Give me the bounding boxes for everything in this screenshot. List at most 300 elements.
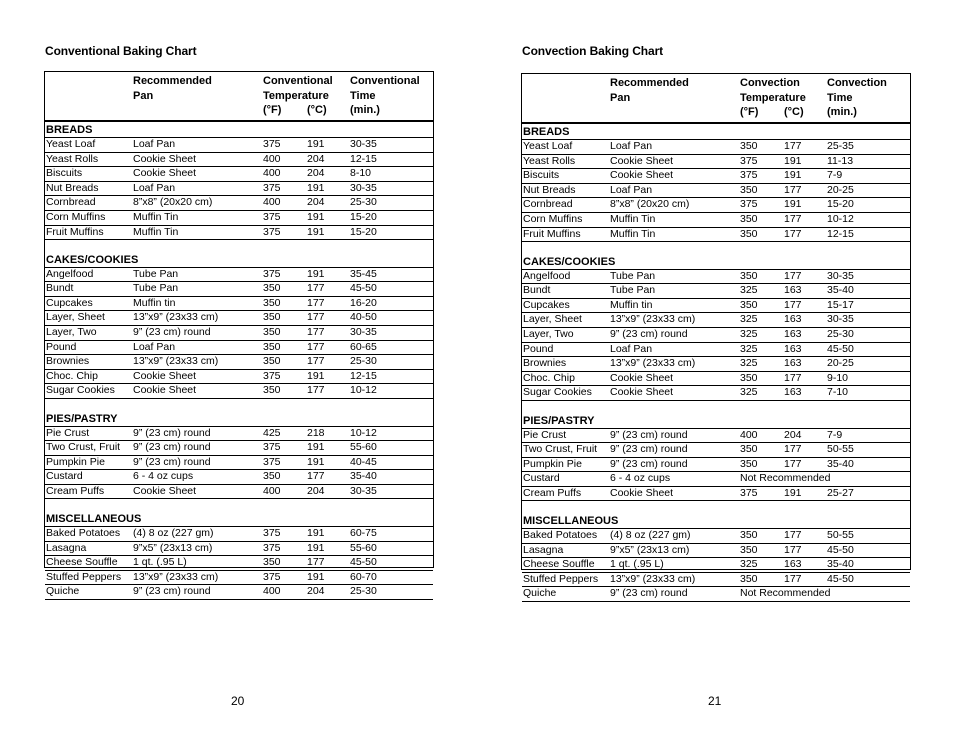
- table-row: [522, 313, 910, 328]
- temperature-f: 375: [263, 210, 281, 223]
- food-name: Two Crust, Fruit: [523, 443, 598, 456]
- food-name: Layer, Sheet: [523, 313, 582, 326]
- recommended-pan: 13”x9” (23x33 cm): [610, 357, 696, 370]
- food-name: Biscuits: [46, 167, 83, 180]
- food-name: Pumpkin Pie: [523, 457, 582, 470]
- recommended-pan: Muffin Tin: [610, 212, 656, 225]
- table-header: [522, 74, 910, 126]
- food-name: Nut Breads: [46, 181, 99, 194]
- temperature-c: 163: [784, 357, 802, 370]
- temperature-c: 204: [784, 428, 802, 441]
- recommended-pan: Cookie Sheet: [133, 167, 197, 180]
- temperature-f: 375: [740, 486, 758, 499]
- food-name: Quiche: [46, 585, 80, 598]
- header-pan-line1: Recommended: [133, 75, 212, 87]
- recommended-pan: Cookie Sheet: [610, 386, 674, 399]
- temperature-f: 325: [740, 328, 758, 341]
- table-row: [522, 140, 910, 155]
- temperature-c: 191: [307, 455, 325, 468]
- table-row: [45, 326, 433, 341]
- table-row: [522, 270, 910, 285]
- recommended-pan: Cookie Sheet: [610, 154, 674, 167]
- table-row: [522, 429, 910, 444]
- bake-time: 45-50: [350, 282, 377, 295]
- recommended-pan: 8”x8” (20x20 cm): [610, 198, 690, 211]
- temperature-c: 177: [307, 340, 325, 353]
- recommended-pan: Tube Pan: [133, 282, 179, 295]
- table-row: [45, 370, 433, 385]
- recommended-pan: 9” (23 cm) round: [133, 455, 211, 468]
- temperature-f: 375: [740, 169, 758, 182]
- bake-time: 40-50: [350, 311, 377, 324]
- food-name: Corn Muffins: [46, 210, 106, 223]
- food-name: Yeast Rolls: [46, 152, 99, 165]
- recommended-pan: Loaf Pan: [610, 342, 653, 355]
- temperature-c: 163: [784, 313, 802, 326]
- temperature-c: 191: [784, 198, 802, 211]
- bake-time: 60-65: [350, 340, 377, 353]
- header-divider: [45, 120, 433, 122]
- temperature-f: 350: [263, 311, 281, 324]
- section-title: MISCELLANEOUS: [522, 515, 910, 529]
- bake-time: 7-9: [827, 169, 843, 182]
- table-row: [45, 384, 433, 399]
- section-miscellaneous: [45, 513, 433, 600]
- table-row: [45, 556, 433, 571]
- table-row: [522, 184, 910, 199]
- temperature-c: 163: [784, 328, 802, 341]
- recommended-pan: Muffin Tin: [610, 227, 656, 240]
- bake-time: 25-30: [350, 355, 377, 368]
- food-name: Choc. Chip: [46, 369, 98, 382]
- section-title: CAKES/COOKIES: [522, 256, 910, 270]
- recommended-pan: Muffin Tin: [133, 210, 179, 223]
- table-row: [45, 182, 433, 197]
- recommended-pan: 13”x9” (23x33 cm): [133, 311, 219, 324]
- food-name: Two Crust, Fruit: [46, 441, 121, 454]
- temperature-c: 204: [307, 196, 325, 209]
- section-cakes-cookies: [45, 254, 433, 399]
- recommended-pan: 9” (23 cm) round: [610, 443, 688, 456]
- section-miscellaneous: [522, 515, 910, 602]
- table-row: [45, 211, 433, 226]
- food-name: Quiche: [523, 587, 557, 600]
- temperature-f: 350: [263, 340, 281, 353]
- food-name: Cornbread: [46, 196, 96, 209]
- temperature-f: 350: [263, 384, 281, 397]
- recommended-pan: (4) 8 oz (227 gm): [610, 528, 691, 541]
- temperature-f: 375: [263, 138, 281, 150]
- food-name: Layer, Two: [46, 326, 97, 339]
- food-name: Custard: [523, 472, 560, 485]
- food-name: Custard: [46, 470, 83, 483]
- temperature-f: 375: [263, 526, 281, 539]
- temperature-f: 350: [740, 528, 758, 541]
- temperature-f: 350: [740, 443, 758, 456]
- recommended-pan: 9” (23 cm) round: [133, 326, 211, 339]
- bake-time: 60-70: [350, 570, 377, 583]
- header-temp-unit-f: (°F): [263, 104, 282, 116]
- temperature-f: 325: [740, 313, 758, 326]
- recommended-pan: Cookie Sheet: [133, 384, 197, 397]
- bake-time: 8-10: [350, 167, 372, 180]
- bake-time: 45-50: [827, 342, 854, 355]
- right-page: [477, 0, 954, 738]
- temperature-c: 204: [307, 152, 325, 165]
- section-title: CAKES/COOKIES: [45, 254, 433, 268]
- table-row: [522, 228, 910, 243]
- header-time-line2: Time: [827, 92, 853, 104]
- bake-time: 7-9: [827, 428, 843, 441]
- table-body: [522, 126, 910, 602]
- temperature-c: 177: [307, 470, 325, 483]
- food-name: Brownies: [523, 357, 567, 370]
- temperature-c: 177: [784, 212, 802, 225]
- temperature-c: 191: [784, 169, 802, 182]
- temperature-f: 350: [263, 470, 281, 483]
- food-name: Pound: [523, 342, 554, 355]
- temperature-c: 177: [784, 443, 802, 456]
- temperature-c: 177: [307, 556, 325, 569]
- temperature-f: 350: [263, 296, 281, 309]
- temperature-f: 350: [263, 556, 281, 569]
- temperature-c: 191: [784, 154, 802, 167]
- bake-time: 9-10: [827, 371, 849, 384]
- bake-time: 10-12: [350, 384, 377, 397]
- food-name: Lasagna: [523, 543, 564, 556]
- header-time-line2: Time: [350, 90, 376, 102]
- table-row: [45, 282, 433, 297]
- bake-time: 11-13: [827, 154, 854, 167]
- header-time-unit: (min.): [827, 106, 857, 118]
- food-name: Bundt: [523, 284, 551, 297]
- section-pies-pastry: [522, 415, 910, 502]
- temperature-c: 163: [784, 342, 802, 355]
- section-spacer: [45, 240, 433, 254]
- temperature-f: 400: [263, 484, 281, 497]
- bake-time: 25-27: [827, 486, 854, 499]
- food-name: Fruit Muffins: [523, 227, 581, 240]
- food-name: Yeast Loaf: [46, 138, 96, 150]
- temperature-f: 350: [740, 140, 758, 152]
- temperature-f: 350: [740, 227, 758, 240]
- temperature-c: 177: [784, 227, 802, 240]
- food-name: Angelfood: [46, 267, 94, 280]
- header-temp-unit-c: (°C): [307, 104, 327, 116]
- table-row: [45, 196, 433, 211]
- section-pies-pastry: [45, 413, 433, 500]
- table-row: [45, 527, 433, 542]
- recommended-pan: 6 - 4 oz cups: [610, 472, 671, 485]
- table-row: [45, 268, 433, 283]
- temperature-c: 204: [307, 484, 325, 497]
- temperature-c: 204: [307, 167, 325, 180]
- table-row: [45, 167, 433, 182]
- temperature-f: 325: [740, 386, 758, 399]
- table-row: [45, 341, 433, 356]
- table-row: [522, 573, 910, 588]
- bake-time: 15-20: [827, 198, 854, 211]
- table-row: [522, 343, 910, 358]
- temperature-f: 350: [263, 326, 281, 339]
- temperature-c: 191: [307, 138, 325, 150]
- table-row: [522, 284, 910, 299]
- temperature-c: 177: [784, 298, 802, 311]
- bake-time: 15-20: [350, 225, 377, 238]
- bake-time: 20-25: [827, 183, 854, 196]
- bake-time: 55-60: [350, 441, 377, 454]
- temperature-f: 375: [263, 570, 281, 583]
- temperature-c: 191: [307, 541, 325, 554]
- bake-time: 10-12: [827, 212, 854, 225]
- temperature-c: 177: [784, 183, 802, 196]
- table-row: [45, 153, 433, 168]
- bake-time: 35-45: [350, 267, 377, 280]
- table-row: [522, 328, 910, 343]
- temperature-f: 325: [740, 558, 758, 571]
- food-name: Baked Potatoes: [46, 526, 121, 539]
- temperature-f: 350: [740, 212, 758, 225]
- food-name: Nut Breads: [523, 183, 576, 196]
- section-title: PIES/PASTRY: [45, 413, 433, 427]
- table-row: [45, 571, 433, 586]
- temperature-c: 177: [307, 355, 325, 368]
- recommended-pan: Loaf Pan: [610, 140, 653, 152]
- bake-time: 20-25: [827, 357, 854, 370]
- section-cakes-cookies: [522, 256, 910, 401]
- table-row: [522, 458, 910, 473]
- food-name: Stuffed Peppers: [46, 570, 122, 583]
- temperature-c: 177: [784, 371, 802, 384]
- temperature-c: 177: [784, 457, 802, 470]
- section-spacer: [45, 399, 433, 413]
- food-name: Cream Puffs: [46, 484, 105, 497]
- bake-time: 10-12: [350, 426, 377, 439]
- recommended-pan: Tube Pan: [610, 284, 656, 297]
- temperature-c: 177: [307, 282, 325, 295]
- food-name: Cheese Souffle: [523, 558, 595, 571]
- recommended-pan: Cookie Sheet: [133, 369, 197, 382]
- bake-time: 12-15: [350, 152, 377, 165]
- table-header: [45, 72, 433, 124]
- table-row: [45, 297, 433, 312]
- bake-time: 35-40: [827, 457, 854, 470]
- page-title: Conventional Baking Chart: [45, 44, 197, 58]
- food-name: Yeast Loaf: [523, 140, 573, 152]
- table-row: [522, 372, 910, 387]
- recommended-pan: 13”x9” (23x33 cm): [610, 572, 696, 585]
- bake-time: 30-35: [350, 181, 377, 194]
- food-name: Sugar Cookies: [46, 384, 115, 397]
- table-row: [45, 427, 433, 442]
- temperature-c: 177: [307, 296, 325, 309]
- temperature-f: 425: [263, 426, 281, 439]
- recommended-pan: Loaf Pan: [133, 138, 176, 150]
- temperature-c: 163: [784, 284, 802, 297]
- table-row: [522, 558, 910, 573]
- table-row: [522, 529, 910, 544]
- header-temp-line1: Conventional: [263, 75, 333, 87]
- temperature-f: 375: [740, 198, 758, 211]
- recommended-pan: 9”x5” (23x13 cm): [133, 541, 213, 554]
- recommended-pan: 13”x9” (23x33 cm): [133, 355, 219, 368]
- recommended-pan: 8”x8” (20x20 cm): [133, 196, 213, 209]
- bake-time: 35-40: [350, 470, 377, 483]
- temperature-c: 191: [307, 441, 325, 454]
- header-pan-line2: Pan: [133, 90, 154, 102]
- bake-time: 50-55: [827, 443, 854, 456]
- temperature-f: 350: [740, 269, 758, 282]
- food-name: Cupcakes: [523, 298, 570, 311]
- baking-chart-table: [521, 73, 911, 600]
- table-row: [45, 311, 433, 326]
- baking-chart-table: [44, 71, 434, 598]
- food-name: Cupcakes: [46, 296, 93, 309]
- header-temp-line2: Temperature: [263, 90, 329, 102]
- header-time-line1: Conventional: [350, 75, 420, 87]
- temperature-c: 163: [784, 386, 802, 399]
- bake-time: 45-50: [827, 572, 854, 585]
- food-name: Brownies: [46, 355, 90, 368]
- temperature-f: 350: [740, 572, 758, 585]
- bake-time: 35-40: [827, 284, 854, 297]
- temperature-f: 375: [740, 154, 758, 167]
- temperature-f: 350: [263, 355, 281, 368]
- temperature-c: 177: [784, 140, 802, 152]
- temperature-f: 325: [740, 342, 758, 355]
- food-name: Fruit Muffins: [46, 225, 104, 238]
- temperature-f: 350: [740, 371, 758, 384]
- food-name: Angelfood: [523, 269, 571, 282]
- section-breads: [522, 126, 910, 242]
- table-row: [45, 542, 433, 557]
- food-name: Yeast Rolls: [523, 154, 576, 167]
- recommended-pan: Tube Pan: [610, 269, 656, 282]
- header-pan-line2: Pan: [610, 92, 631, 104]
- temperature-c: 177: [784, 269, 802, 282]
- table-row: [45, 355, 433, 370]
- bake-time: 50-55: [827, 528, 854, 541]
- temperature-c: 191: [307, 225, 325, 238]
- section-title: BREADS: [45, 124, 433, 138]
- recommended-pan: Loaf Pan: [133, 340, 176, 353]
- bake-time: 45-50: [827, 543, 854, 556]
- section-breads: [45, 124, 433, 240]
- table-row: [522, 155, 910, 170]
- temperature-f: 350: [263, 282, 281, 295]
- recommended-pan: Cookie Sheet: [610, 486, 674, 499]
- temperature-f: 375: [263, 455, 281, 468]
- bake-time: 40-45: [350, 455, 377, 468]
- table-body: [45, 124, 433, 600]
- table-row: [45, 226, 433, 241]
- bake-time: 30-35: [350, 484, 377, 497]
- food-name: Cream Puffs: [523, 486, 582, 499]
- bake-time: 30-35: [827, 313, 854, 326]
- bake-time: 12-15: [350, 369, 377, 382]
- recommended-pan: (4) 8 oz (227 gm): [133, 526, 214, 539]
- table-row: [522, 487, 910, 502]
- food-name: Baked Potatoes: [523, 528, 598, 541]
- temperature-f: 375: [263, 541, 281, 554]
- temperature-c: 191: [307, 526, 325, 539]
- food-name: Layer, Sheet: [46, 311, 105, 324]
- temperature-f: 375: [263, 225, 281, 238]
- temperature-f: 400: [263, 152, 281, 165]
- temperature-f: 325: [740, 357, 758, 370]
- temperature-c: 191: [307, 210, 325, 223]
- recommended-pan: Loaf Pan: [610, 183, 653, 196]
- section-spacer: [522, 401, 910, 415]
- food-name: Pound: [46, 340, 77, 353]
- table-row: [522, 472, 910, 487]
- table-row: [522, 357, 910, 372]
- temperature-f: 400: [740, 428, 758, 441]
- bake-time: 30-35: [350, 138, 377, 150]
- header-pan-line1: Recommended: [610, 77, 689, 89]
- recommended-pan: Muffin tin: [133, 296, 176, 309]
- table-row: [522, 169, 910, 184]
- table-row: [522, 386, 910, 401]
- not-recommended-note: Not Recommended: [740, 472, 831, 485]
- temperature-c: 163: [784, 558, 802, 571]
- temperature-f: 375: [263, 369, 281, 382]
- recommended-pan: 9” (23 cm) round: [610, 428, 688, 441]
- page-number: 21: [708, 694, 722, 708]
- temperature-f: 350: [740, 183, 758, 196]
- recommended-pan: Tube Pan: [133, 267, 179, 280]
- header-time-line1: Convection: [827, 77, 887, 89]
- food-name: Sugar Cookies: [523, 386, 592, 399]
- temperature-c: 191: [784, 486, 802, 499]
- header-time-unit: (min.): [350, 104, 380, 116]
- recommended-pan: 6 - 4 oz cups: [133, 470, 194, 483]
- table-row: [45, 441, 433, 456]
- food-name: Cheese Souffle: [46, 556, 118, 569]
- temperature-c: 177: [784, 543, 802, 556]
- header-temp-unit-f: (°F): [740, 106, 759, 118]
- bake-time: 35-40: [827, 558, 854, 571]
- recommended-pan: Cookie Sheet: [610, 371, 674, 384]
- temperature-f: 350: [740, 543, 758, 556]
- temperature-c: 177: [307, 326, 325, 339]
- recommended-pan: Muffin tin: [610, 298, 653, 311]
- bake-time: 25-35: [827, 140, 854, 152]
- food-name: Cornbread: [523, 198, 573, 211]
- table-row: [45, 585, 433, 600]
- temperature-c: 191: [307, 181, 325, 194]
- section-title: PIES/PASTRY: [522, 415, 910, 429]
- temperature-f: 375: [263, 441, 281, 454]
- recommended-pan: Cookie Sheet: [610, 169, 674, 182]
- temperature-f: 375: [263, 181, 281, 194]
- temperature-f: 400: [263, 167, 281, 180]
- food-name: Corn Muffins: [523, 212, 583, 225]
- food-name: Stuffed Peppers: [523, 572, 599, 585]
- recommended-pan: Cookie Sheet: [133, 152, 197, 165]
- table-row: [522, 544, 910, 559]
- recommended-pan: 9” (23 cm) round: [133, 426, 211, 439]
- food-name: Biscuits: [523, 169, 560, 182]
- recommended-pan: 13”x9” (23x33 cm): [133, 570, 219, 583]
- food-name: Choc. Chip: [523, 371, 575, 384]
- recommended-pan: 13”x9” (23x33 cm): [610, 313, 696, 326]
- food-name: Bundt: [46, 282, 74, 295]
- recommended-pan: 9” (23 cm) round: [610, 457, 688, 470]
- food-name: Layer, Two: [523, 328, 574, 341]
- bake-time: 7-10: [827, 386, 849, 399]
- temperature-c: 191: [307, 267, 325, 280]
